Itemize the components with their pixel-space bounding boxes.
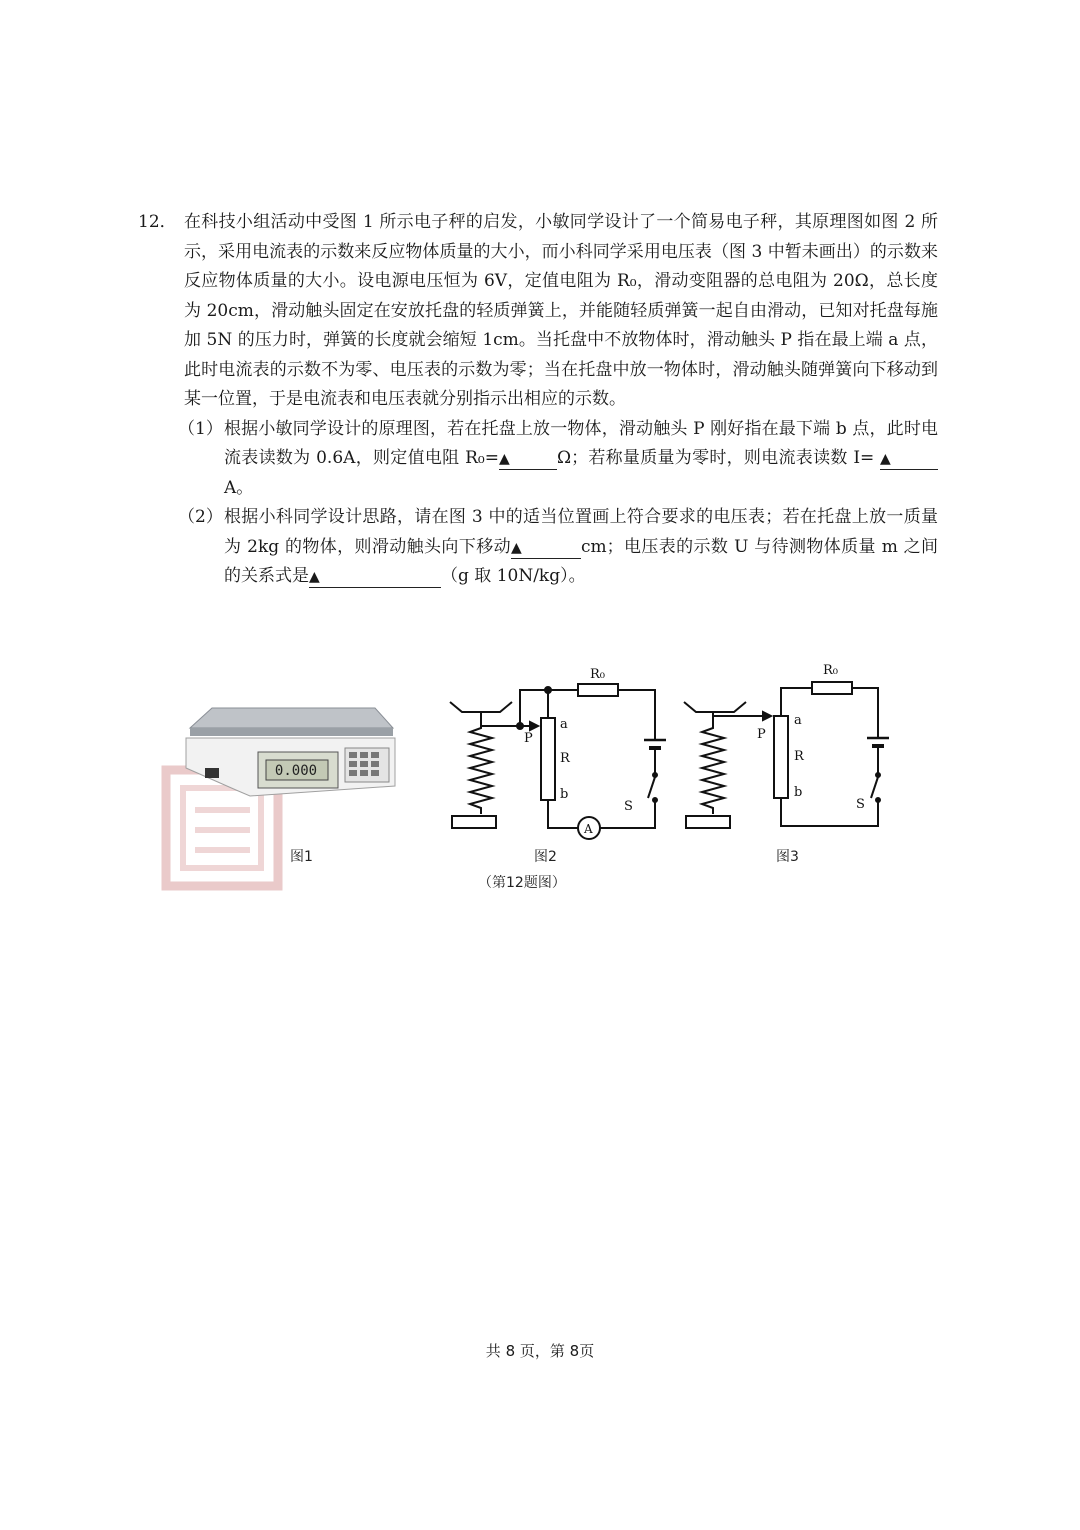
label-b-fig2: b: [560, 787, 569, 802]
question-12: [138, 208, 938, 592]
figure-2-caption: 图2: [534, 849, 557, 865]
label-a-fig2: a: [560, 717, 568, 732]
sub-question-1-label: （1）: [178, 418, 223, 439]
figure-1-caption: 图1: [290, 849, 313, 865]
sub-question-2-label: （2）: [178, 507, 223, 527]
label-a-fig3: a: [794, 713, 802, 728]
label-s-fig3: S: [856, 797, 865, 812]
label-r-fig3: R: [794, 749, 804, 764]
blank-mark: ▲: [510, 539, 522, 556]
label-b-fig3: b: [794, 785, 803, 800]
sub-question-2: [138, 503, 938, 592]
answer-blank-formula[interactable]: [309, 565, 441, 588]
electronic-scale-illustration: [186, 708, 395, 796]
label-r-fig2: R: [560, 751, 570, 766]
page-footer: 共 8 页，第 8页: [485, 1342, 595, 1360]
sub2-text-c: （g 取 10N/kg）。: [441, 566, 586, 586]
blank-mark: ▲: [880, 451, 891, 467]
question-figures: [0, 640, 1080, 900]
label-r0-fig3: R₀: [823, 663, 838, 678]
question-number: 12．: [138, 212, 177, 232]
circuit-figure-2: [450, 684, 666, 839]
blank-mark: ▲: [498, 451, 510, 467]
figure-group-caption: （第12题图）: [478, 875, 566, 891]
answer-blank-r0[interactable]: [499, 447, 557, 470]
sub1-text-b: Ω；若称量质量为零时，则电流表读数 I=: [556, 448, 875, 468]
scale-display-readout: 0.000: [274, 763, 318, 779]
figure-3-caption: 图3: [776, 849, 799, 865]
answer-blank-current[interactable]: [880, 447, 938, 470]
label-p-fig3: P: [757, 727, 766, 742]
label-s-fig2: S: [624, 799, 633, 814]
question-stem: 在科技小组活动中受图 1 所示电子秤的启发，小敏同学设计了一个简易电子秤，其原理图如图 2 所示，采用电流表的示数来反应物体质量的大小，而小科同学采用电压表（图 3 中暂未画出）的示数来反应物体质量的大小。设电源电压恒为 6V，定值电阻为 R₀，滑动变阻器的总电阻为 20Ω，总长度为 20cm，滑动触头固定在安放托盘的轻质弹簧上，并能随轻质弹簧一起自由滑动，已知对托盘每施加 5N 的压力时，弹簧的长度就会缩短 1cm。当托盘中不放物体时，滑动触头 P 指在最上端 a 点，此时电流表的示数不为零、电压表的示数为零；当在托盘中放一物体时，滑动触头随弹簧向下移动到某一位置，于是电流表和电压表就分别指示出相应的示数。: [184, 212, 938, 409]
sub1-text-a: 根据小敏同学设计的原理图，若在托盘上放一物体，滑动触头 P 刚好指在最下端 b 点，此时电流表读数为 0.6A，则定值电阻 R₀=: [224, 418, 938, 468]
ammeter-symbol: A: [584, 822, 593, 836]
answer-blank-distance[interactable]: [511, 536, 581, 559]
sub2-text-b: cm；电压表的示数 U 与待测物体质量 m 之间的关系式是: [224, 536, 939, 586]
sub-question-1: [138, 415, 938, 504]
label-p-fig2: P: [524, 731, 533, 746]
blank-mark: ▲: [309, 569, 320, 585]
sub2-text-a: 根据小科同学设计思路，请在图 3 中的适当位置画上符合要求的电压表；若在托盘上放一质量为 2kg 的物体，则滑动触头向下移动: [224, 507, 938, 557]
sub1-text-c: A。: [224, 477, 254, 498]
label-r0-fig2: R₀: [590, 667, 605, 682]
